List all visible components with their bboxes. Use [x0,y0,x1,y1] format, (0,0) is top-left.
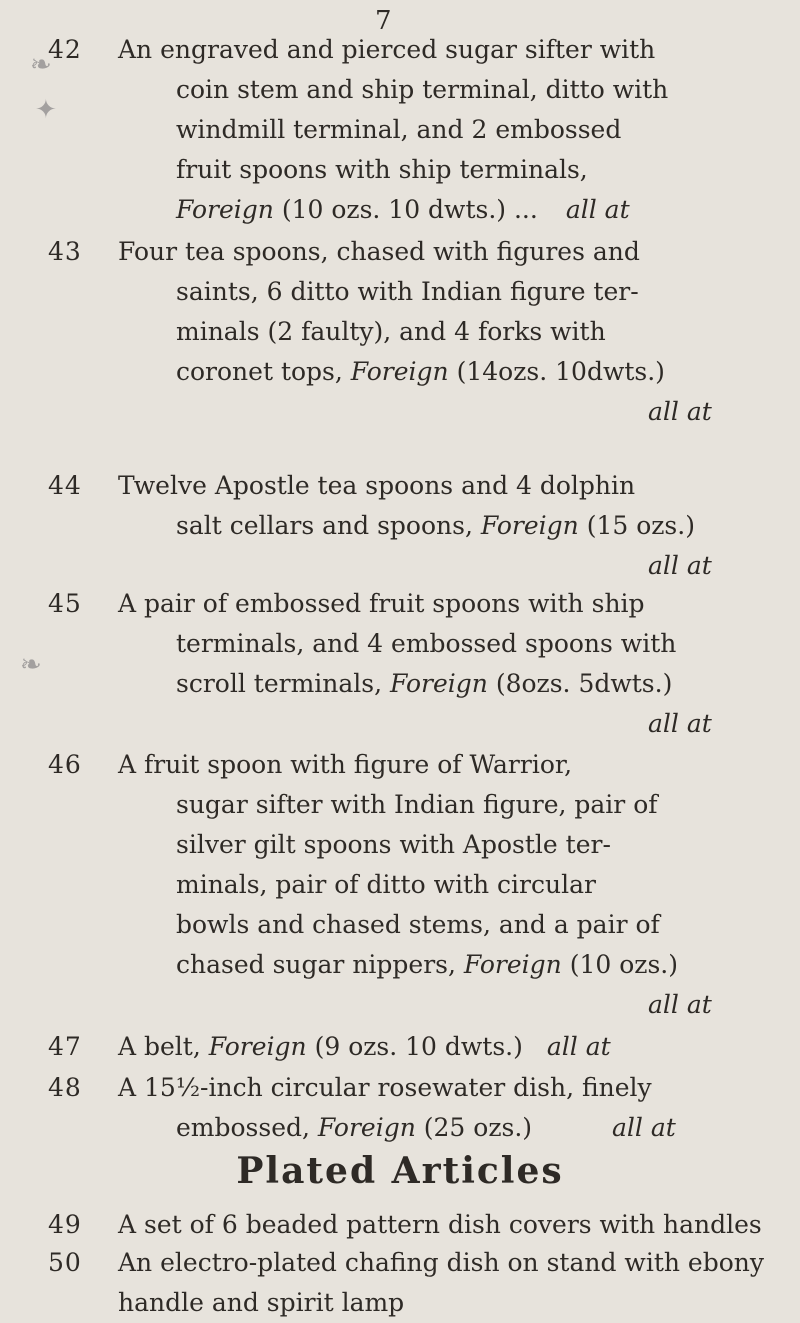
foreign-label: Foreign [176,195,274,224]
lot-text-line: windmill terminal, and 2 embossed [176,115,622,144]
foreign-label: Foreign [208,1032,307,1061]
lot-45 [48,584,768,744]
page-number: 7 [375,6,392,36]
lot-text-line: minals, pair of ditto with circular [176,870,596,899]
lot-number: 44 [48,471,82,500]
lot-text-line: terminals, and 4 embossed spoons with [176,629,677,658]
lot-text: chased sugar nippers, [176,950,464,979]
all-at-label: all at [648,397,712,426]
all-at-label: all at [648,990,712,1019]
foreign-label: Foreign [480,511,579,540]
foreign-label: Foreign [317,1113,416,1142]
all-at-label: all at [612,1113,676,1142]
all-at-label: all at [565,195,630,224]
foreign-label: Foreign [463,950,562,979]
lot-weight: (9 ozs. 10 dwts.) [306,1032,523,1061]
lot-weight: (10 ozs.) [561,950,678,979]
stain-icon: ❧ [20,650,42,680]
lot-number: 48 [48,1073,82,1102]
lot-text-line: coin stem and ship terminal, ditto with [176,75,669,104]
foreign-label: Foreign [350,357,449,386]
lot-text-line: A pair of embossed fruit spoons with ship [118,589,645,618]
lot-number: 46 [48,750,82,779]
lot-text-line: An electro-plated chafing dish on stand with ebony [118,1248,764,1277]
lot-46 [48,745,768,1025]
lot-weight: (25 ozs.) [415,1113,533,1142]
stain-icon: ❧ [30,50,52,80]
lot-49 [48,1205,768,1245]
lot-text-line: bowls and chased stems, and a pair of [176,910,660,939]
all-at-label: all at [648,709,712,738]
lot-text: coronet tops, [176,357,351,386]
lot-text: A belt, [118,1032,209,1061]
lot-number: 45 [48,589,82,618]
lot-text-line: handle and spirit lamp [118,1288,405,1317]
lot-number: 47 [48,1032,82,1061]
lot-text-line: silver gilt spoons with Apostle ter- [176,830,611,859]
lot-text-line [176,190,768,230]
lot-48 [48,1068,768,1108]
lot-weight: (10 ozs. 10 dwts.) ... [273,195,538,224]
lot-text-line: An engraved and pierced sugar sifter with [118,35,656,64]
lot-47 [48,1027,768,1067]
lot-text-line [176,945,768,985]
lot-weight: (14ozs. 10dwts.) [448,357,665,386]
lot-number: 43 [48,237,82,266]
lot-text-line: saints, 6 ditto with Indian figure ter- [176,277,639,306]
lot-text-line: A 15½-inch circular rosewater dish, finely [118,1073,652,1102]
lot-text: salt cellars and spoons, [176,511,481,540]
lot-text-line: Four tea spoons, chased with figures and [118,237,640,266]
lot-44 [48,466,768,586]
stain-icon: ✦ [35,95,57,125]
all-at-label: all at [648,551,712,580]
lot-text-line [176,1108,768,1148]
lot-50 [48,1243,768,1323]
all-at-label: all at [546,1032,611,1061]
lot-text-line: A fruit spoon with figure of Warrior, [118,750,573,779]
lot-text-line [176,506,768,546]
lot-42 [48,30,768,230]
lot-number: 50 [48,1248,82,1277]
lot-text: scroll terminals, [176,669,390,698]
lot-text-line: sugar sifter with Indian figure, pair of [176,790,658,819]
lot-text-line: minals (2 faulty), and 4 forks with [176,317,606,346]
lot-text-line [176,664,768,704]
lot-number: 42 [48,35,82,64]
lot-text-line: fruit spoons with ship terminals, [176,155,588,184]
lot-text-line [118,1027,768,1067]
foreign-label: Foreign [390,669,488,698]
section-heading: Plated Articles [236,1150,564,1192]
lot-text-line [176,352,768,392]
lot-text: embossed, [176,1113,318,1142]
lot-number: 49 [48,1210,82,1239]
lot-weight: (15 ozs.) [578,511,695,540]
lot-43 [48,232,768,432]
lot-weight: (8ozs. 5dwts.) [487,669,673,698]
lot-text-line: A set of 6 beaded pattern dish covers with handles [118,1210,762,1239]
lot-text-line: Twelve Apostle tea spoons and 4 dolphin [118,471,636,500]
lot-48-continued [48,1108,768,1148]
